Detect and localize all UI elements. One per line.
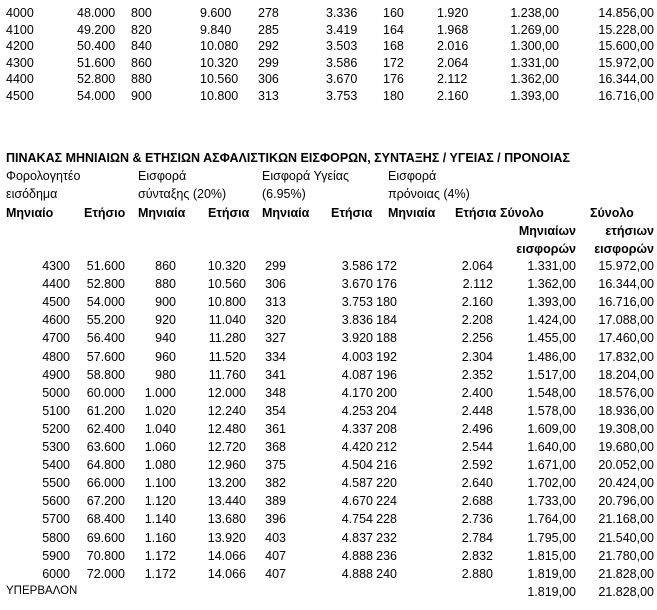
cell-health-monthly: 361 [265, 421, 286, 436]
cell-pension-yearly: 10.800 [200, 88, 239, 103]
cell-total-monthly: 1.486,00 [527, 349, 576, 364]
cell-total-yearly: 21.168,00 [598, 512, 654, 527]
cell-pension-monthly: 1.100 [144, 476, 176, 491]
cell-yearly-income: 62.400 [86, 421, 125, 436]
welfare-group-header-line1: Εισφορά [388, 169, 437, 183]
cell-yearly-income: 66.000 [86, 476, 125, 491]
cell-pension-yearly: 10.800 [207, 295, 246, 310]
cell-pension-yearly: 11.280 [208, 331, 246, 346]
cell-welfare-yearly: 2.208 [461, 313, 493, 328]
cell-total-monthly: 1.548,00 [527, 385, 576, 400]
cell-yearly-income: 55.200 [86, 313, 125, 328]
cell-pension-monthly: 820 [131, 22, 152, 37]
cell-welfare-monthly: 160 [383, 6, 404, 20]
cell-yearly-income: 60.000 [86, 385, 125, 400]
cell-total-yearly: 18.936,00 [598, 403, 654, 418]
cell-pension-yearly: 11.760 [208, 367, 246, 382]
cell-health-monthly: 278 [258, 6, 279, 20]
table-title: ΠΙΝΑΚΑΣ ΜΗΝΙΑΙΩΝ & ΕΤΗΣΙΩΝ ΑΣΦΑΛΙΣΤΙΚΩΝ ΕΙΣΦΟΡΩΝ, ΣΥΝΤΑΞΗΣ / ΥΓΕΙΑΣ / ΠΡΟΝΟΙΑΣ [6, 151, 570, 165]
cell-pension-yearly: 11.040 [208, 313, 246, 328]
cell-welfare-yearly: 2.400 [461, 385, 493, 400]
cell-welfare-yearly: 2.304 [461, 349, 493, 364]
cell-total-monthly: 1.733,00 [527, 494, 576, 509]
cell-health-yearly: 3.586 [341, 259, 373, 273]
cell-pension-yearly: 10.080 [200, 39, 239, 53]
cell-total-yearly: 21.540,00 [598, 530, 654, 545]
cell-yearly-income: 57.600 [86, 349, 125, 364]
cell-pension-monthly: 900 [155, 295, 176, 310]
cell-health-yearly: 4.504 [341, 458, 373, 473]
cell-health-monthly: 382 [265, 476, 286, 491]
cell-total-yearly: 15.600,00 [598, 39, 654, 53]
cell-welfare-yearly: 2.016 [437, 39, 469, 53]
cell-yearly-income: 48.000 [77, 6, 116, 20]
pension-group-header-line2: σύνταξης (20%) [138, 187, 227, 201]
cell-welfare-yearly: 2.640 [461, 476, 493, 491]
cell-welfare-yearly: 1.968 [437, 22, 469, 37]
cell-pension-monthly: 920 [155, 313, 176, 328]
income-group-header-line1: Φορολογητέο [6, 169, 81, 183]
cell-welfare-yearly: 2.448 [461, 403, 493, 418]
cell-total-yearly: 16.716,00 [598, 295, 654, 310]
health-group-header-line2: (6.95%) [262, 187, 306, 201]
cell-welfare-monthly: 212 [376, 440, 397, 454]
cell-pension-monthly: 880 [155, 277, 176, 292]
cell-yearly-income: 52.800 [77, 72, 116, 86]
cell-welfare-yearly: 2.064 [437, 55, 469, 70]
cell-pension-monthly: 880 [131, 72, 152, 86]
cell-pension-monthly: 1.140 [144, 512, 176, 527]
cell-welfare-monthly: 176 [383, 72, 404, 86]
cell-health-yearly: 4.420 [341, 440, 373, 454]
cell-welfare-monthly: 220 [376, 476, 397, 491]
cell-welfare-monthly: 196 [376, 367, 397, 382]
cell-pension-monthly: 1.172 [144, 548, 176, 563]
cell-health-yearly: 3.920 [341, 331, 373, 346]
cell-yearly-income: 58.800 [86, 367, 125, 382]
cell-pension-yearly: 11.520 [208, 349, 246, 364]
cell-health-yearly: 3.419 [326, 22, 358, 37]
cell-pension-yearly: 12.720 [207, 440, 246, 454]
cell-yearly-income: 54.000 [77, 88, 116, 103]
cell-welfare-monthly: 180 [383, 88, 404, 103]
col-header-welfare-yearly: Ετήσια [455, 206, 497, 220]
cell-total-yearly: 17.088,00 [598, 313, 654, 328]
welfare-group-header-line2: πρόνοιας (4%) [388, 187, 470, 201]
cell-health-monthly: 354 [265, 403, 286, 418]
cell-welfare-monthly: 200 [376, 385, 397, 400]
cell-total-yearly: 20.796,00 [598, 494, 654, 509]
cell-pension-yearly: 12.960 [207, 458, 246, 473]
cell-monthly-income: 5000 [42, 385, 70, 400]
cell-welfare-monthly: 208 [376, 421, 397, 436]
cell-pension-monthly: 800 [131, 6, 152, 20]
cell-yearly-income: 51.600 [77, 55, 116, 70]
cell-total-yearly: 14.856,00 [598, 6, 654, 20]
cell-total-monthly: 1.815,00 [527, 548, 576, 563]
cell-monthly-income: 5300 [42, 440, 70, 454]
cell-welfare-monthly: 168 [383, 39, 404, 53]
cell-pension-yearly: 13.680 [207, 512, 246, 527]
cell-health-yearly: 4.087 [341, 367, 373, 382]
cell-pension-yearly: 12.000 [207, 385, 246, 400]
cell-total-monthly: 1.424,00 [527, 313, 576, 328]
cell-welfare-monthly: 172 [383, 55, 404, 70]
cell-welfare-monthly: 176 [376, 277, 397, 292]
col-header-total-yearly-l1: Σύνολο [590, 206, 634, 220]
cell-health-yearly: 3.670 [341, 277, 373, 292]
table-row [0, 369, 657, 388]
cell-monthly-income: 5700 [42, 512, 70, 527]
cell-monthly-income: 4800 [42, 349, 70, 364]
cell-health-monthly: 389 [265, 494, 286, 509]
cell-pension-monthly: 1.080 [144, 458, 176, 473]
cell-yearly-income: 63.600 [86, 440, 125, 454]
cell-health-monthly: 375 [265, 458, 286, 473]
cell-pension-monthly: 980 [155, 367, 176, 382]
table-row [0, 332, 657, 351]
table-row [0, 387, 657, 406]
cell-yearly-income: 67.200 [86, 494, 125, 509]
cell-welfare-monthly: 164 [383, 22, 404, 37]
cell-welfare-yearly: 2.880 [461, 566, 493, 581]
cell-monthly-income: 4000 [6, 6, 34, 20]
cell-pension-monthly: 900 [131, 88, 152, 103]
cell-health-yearly: 3.586 [326, 55, 358, 70]
cell-welfare-monthly: 228 [376, 512, 397, 527]
footer-label: ΥΠΕΡΒΑΛΟΝ [6, 585, 78, 597]
cell-yearly-income: 49.200 [77, 22, 116, 37]
top-table-row [0, 90, 657, 109]
cell-yearly-income: 50.400 [77, 39, 116, 53]
cell-total-yearly: 15.972,00 [598, 259, 654, 273]
cell-yearly-income: 69.600 [86, 530, 125, 545]
cell-welfare-yearly: 2.256 [461, 331, 493, 346]
cell-total-yearly: 19.680,00 [598, 440, 654, 454]
health-group-header-line1: Εισφορά Υγείας [262, 169, 350, 183]
cell-total-yearly: 17.832,00 [598, 349, 654, 364]
cell-total-monthly: 1.362,00 [527, 277, 576, 292]
cell-health-monthly: 348 [265, 385, 286, 400]
cell-total-monthly: 1.455,00 [527, 331, 576, 346]
cell-monthly-income: 4500 [42, 295, 70, 310]
cell-pension-monthly: 860 [155, 259, 176, 273]
cell-health-monthly: 341 [265, 367, 286, 382]
cell-total-monthly: 1.609,00 [527, 421, 576, 436]
cell-pension-yearly: 10.320 [207, 259, 246, 273]
cell-yearly-income: 64.800 [86, 458, 125, 473]
cell-health-yearly: 4.670 [341, 494, 373, 509]
cell-total-monthly: 1.578,00 [527, 403, 576, 418]
table-row [0, 532, 657, 551]
cell-yearly-income: 54.000 [86, 295, 125, 310]
cell-monthly-income: 4700 [42, 331, 70, 346]
cell-health-yearly: 4.337 [341, 421, 373, 436]
cell-total-monthly: 1.331,00 [527, 259, 576, 273]
cell-monthly-income: 4400 [42, 277, 70, 292]
cell-welfare-monthly: 216 [376, 458, 397, 473]
cell-total-monthly: 1.393,00 [527, 295, 576, 310]
cell-health-yearly: 3.836 [341, 313, 373, 328]
cell-health-monthly: 299 [265, 259, 286, 273]
cell-pension-yearly: 14.066 [207, 566, 246, 581]
cell-monthly-income: 5200 [42, 421, 70, 436]
cell-pension-monthly: 940 [155, 331, 176, 346]
col-header-total-monthly-l2: Μηνιαίων [518, 224, 576, 238]
cell-total-monthly: 1.517,00 [527, 367, 576, 382]
cell-monthly-income: 6000 [42, 566, 70, 581]
cell-health-monthly: 306 [265, 277, 286, 292]
cell-welfare-monthly: 192 [376, 349, 397, 364]
table-row [0, 568, 657, 587]
cell-health-yearly: 4.253 [341, 403, 373, 418]
cell-monthly-income: 4400 [6, 72, 34, 86]
cell-pension-yearly: 10.560 [207, 277, 246, 292]
cell-total-monthly: 1.671,00 [527, 458, 576, 473]
cell-monthly-income: 4200 [6, 39, 34, 53]
cell-total-yearly: 21.780,00 [598, 548, 654, 563]
cell-welfare-monthly: 172 [376, 259, 397, 273]
col-header-pension-yearly: Ετήσια [208, 206, 250, 220]
cell-welfare-monthly: 180 [376, 295, 397, 310]
col-header-total-yearly-l2: ετήσιων [605, 224, 654, 238]
cell-total-yearly: 19.308,00 [598, 421, 654, 436]
col-header-pension-monthly: Μηνιαία [138, 206, 186, 220]
cell-health-monthly: 327 [265, 331, 286, 346]
cell-total-yearly: 16.716,00 [598, 88, 654, 103]
cell-welfare-yearly: 2.832 [461, 548, 493, 563]
cell-monthly-income: 5500 [42, 476, 70, 491]
cell-yearly-income: 56.400 [86, 331, 125, 346]
cell-health-monthly: 320 [265, 313, 286, 328]
cell-total-monthly: 1.795,00 [527, 530, 576, 545]
col-header-total-yearly-l3: εισφορών [594, 242, 654, 256]
cell-total-yearly: 18.204,00 [598, 367, 654, 382]
footer-total-yearly: 21.828,00 [598, 585, 654, 599]
cell-welfare-yearly: 2.496 [461, 421, 493, 436]
cell-total-yearly: 17.460,00 [598, 331, 654, 346]
cell-health-yearly: 4.888 [341, 566, 373, 581]
cell-health-monthly: 396 [265, 512, 286, 527]
cell-health-monthly: 368 [265, 440, 286, 454]
cell-monthly-income: 5800 [42, 530, 70, 545]
cell-total-yearly: 16.344,00 [598, 277, 654, 292]
cell-yearly-income: 70.800 [86, 548, 125, 563]
cell-welfare-yearly: 2.784 [461, 530, 493, 545]
cell-monthly-income: 5100 [42, 403, 70, 418]
cell-monthly-income: 4100 [6, 22, 34, 37]
cell-pension-yearly: 13.920 [207, 530, 246, 545]
cell-welfare-yearly: 2.736 [461, 512, 493, 527]
col-header-total-monthly-l1: Σύνολο [500, 206, 544, 220]
cell-yearly-income: 68.400 [86, 512, 125, 527]
cell-welfare-yearly: 2.352 [461, 367, 493, 382]
cell-health-yearly: 3.336 [326, 6, 358, 20]
cell-monthly-income: 5600 [42, 494, 70, 509]
table-row [0, 550, 657, 569]
cell-health-monthly: 299 [258, 55, 279, 70]
cell-welfare-yearly: 2.592 [461, 458, 493, 473]
cell-pension-monthly: 1.040 [144, 421, 176, 436]
cell-yearly-income: 61.200 [86, 403, 125, 418]
cell-yearly-income: 72.000 [86, 566, 125, 581]
cell-total-yearly: 20.424,00 [598, 476, 654, 491]
cell-total-monthly: 1.300,00 [510, 39, 559, 53]
cell-total-monthly: 1.702,00 [527, 476, 576, 491]
cell-health-yearly: 4.587 [341, 476, 373, 491]
cell-total-yearly: 16.344,00 [598, 72, 654, 86]
footer-total-monthly: 1.819,00 [527, 585, 576, 599]
cell-health-yearly: 4.170 [341, 385, 373, 400]
cell-total-yearly: 15.972,00 [598, 55, 654, 70]
cell-monthly-income: 4300 [42, 259, 70, 273]
col-header-health-yearly: Ετήσια [331, 206, 373, 220]
cell-pension-yearly: 9.600 [200, 6, 232, 20]
cell-pension-monthly: 860 [131, 55, 152, 70]
cell-pension-yearly: 12.240 [207, 403, 246, 418]
cell-welfare-monthly: 224 [376, 494, 397, 509]
col-header-monthly-income: Μηνιαίο [6, 206, 54, 220]
cell-pension-monthly: 1.060 [144, 440, 176, 454]
cell-pension-monthly: 1.160 [144, 530, 176, 545]
cell-yearly-income: 52.800 [86, 277, 125, 292]
cell-welfare-yearly: 2.544 [461, 440, 493, 454]
cell-welfare-yearly: 2.688 [461, 494, 493, 509]
cell-health-monthly: 313 [265, 295, 286, 310]
cell-health-monthly: 407 [265, 548, 286, 563]
table-row [0, 405, 657, 424]
cell-monthly-income: 4500 [6, 88, 34, 103]
cell-welfare-yearly: 2.160 [461, 295, 493, 310]
cell-total-yearly: 18.576,00 [598, 385, 654, 400]
col-header-yearly-income: Ετήσιο [84, 206, 126, 220]
cell-welfare-yearly: 2.112 [462, 277, 493, 292]
cell-total-monthly: 1.238,00 [510, 6, 559, 20]
cell-monthly-income: 4300 [6, 55, 34, 70]
cell-welfare-monthly: 188 [376, 331, 397, 346]
table-row [0, 351, 657, 370]
cell-health-yearly: 4.837 [341, 530, 373, 545]
cell-health-yearly: 4.754 [341, 512, 373, 527]
cell-monthly-income: 4900 [42, 367, 70, 382]
cell-pension-monthly: 1.172 [144, 566, 176, 581]
pension-group-header-line1: Εισφορά [138, 169, 187, 183]
cell-total-yearly: 20.052,00 [598, 458, 654, 473]
cell-total-monthly: 1.764,00 [527, 512, 576, 527]
cell-total-yearly: 21.828,00 [598, 566, 654, 581]
cell-health-monthly: 403 [265, 530, 286, 545]
cell-health-monthly: 407 [265, 566, 286, 581]
cell-total-monthly: 1.362,00 [510, 72, 559, 86]
col-header-total-monthly-l3: εισφορών [516, 242, 576, 256]
cell-welfare-monthly: 232 [376, 530, 397, 545]
cell-health-yearly: 3.503 [326, 39, 358, 53]
cell-health-monthly: 292 [258, 39, 279, 53]
col-header-welfare-monthly: Μηνιαία [388, 206, 436, 220]
cell-welfare-yearly: 1.920 [437, 6, 469, 20]
cell-welfare-monthly: 184 [376, 313, 397, 328]
cell-welfare-monthly: 240 [376, 566, 397, 581]
cell-health-yearly: 4.003 [341, 349, 373, 364]
cell-pension-monthly: 960 [155, 349, 176, 364]
cell-total-monthly: 1.393,00 [510, 88, 559, 103]
cell-pension-yearly: 10.320 [200, 55, 239, 70]
cell-pension-yearly: 14.066 [207, 548, 246, 563]
cell-monthly-income: 5400 [42, 458, 70, 473]
cell-total-monthly: 1.269,00 [510, 22, 559, 37]
cell-pension-monthly: 840 [131, 39, 152, 53]
cell-pension-yearly: 9.840 [200, 22, 232, 37]
cell-welfare-monthly: 236 [376, 548, 397, 563]
cell-health-monthly: 313 [258, 88, 279, 103]
cell-welfare-yearly: 2.112 [437, 72, 468, 86]
cell-pension-monthly: 1.120 [144, 494, 176, 509]
cell-health-yearly: 4.888 [341, 548, 373, 563]
cell-health-monthly: 306 [258, 72, 279, 86]
cell-pension-yearly: 13.200 [207, 476, 246, 491]
col-header-health-monthly: Μηνιαία [262, 206, 310, 220]
income-group-header-line2: εισόδημα [6, 187, 58, 201]
cell-health-yearly: 3.753 [341, 295, 373, 310]
cell-pension-monthly: 1.020 [144, 403, 176, 418]
cell-total-monthly: 1.640,00 [527, 440, 576, 454]
cell-monthly-income: 5900 [42, 548, 70, 563]
cell-health-yearly: 3.753 [326, 88, 358, 103]
cell-pension-yearly: 13.440 [207, 494, 246, 509]
cell-welfare-yearly: 2.064 [461, 259, 493, 273]
cell-welfare-monthly: 204 [376, 403, 397, 418]
cell-pension-yearly: 12.480 [207, 421, 246, 436]
cell-total-monthly: 1.819,00 [527, 566, 576, 581]
cell-total-yearly: 15.228,00 [598, 22, 654, 37]
cell-pension-yearly: 10.560 [200, 72, 239, 86]
cell-welfare-yearly: 2.160 [437, 88, 469, 103]
cell-monthly-income: 4600 [42, 313, 70, 328]
cell-health-monthly: 334 [265, 349, 286, 364]
cell-health-monthly: 285 [258, 22, 279, 37]
cell-pension-monthly: 1.000 [144, 385, 176, 400]
table-row [0, 513, 657, 532]
cell-yearly-income: 51.600 [86, 259, 125, 273]
cell-total-monthly: 1.331,00 [510, 55, 559, 70]
cell-health-yearly: 3.670 [326, 72, 358, 86]
